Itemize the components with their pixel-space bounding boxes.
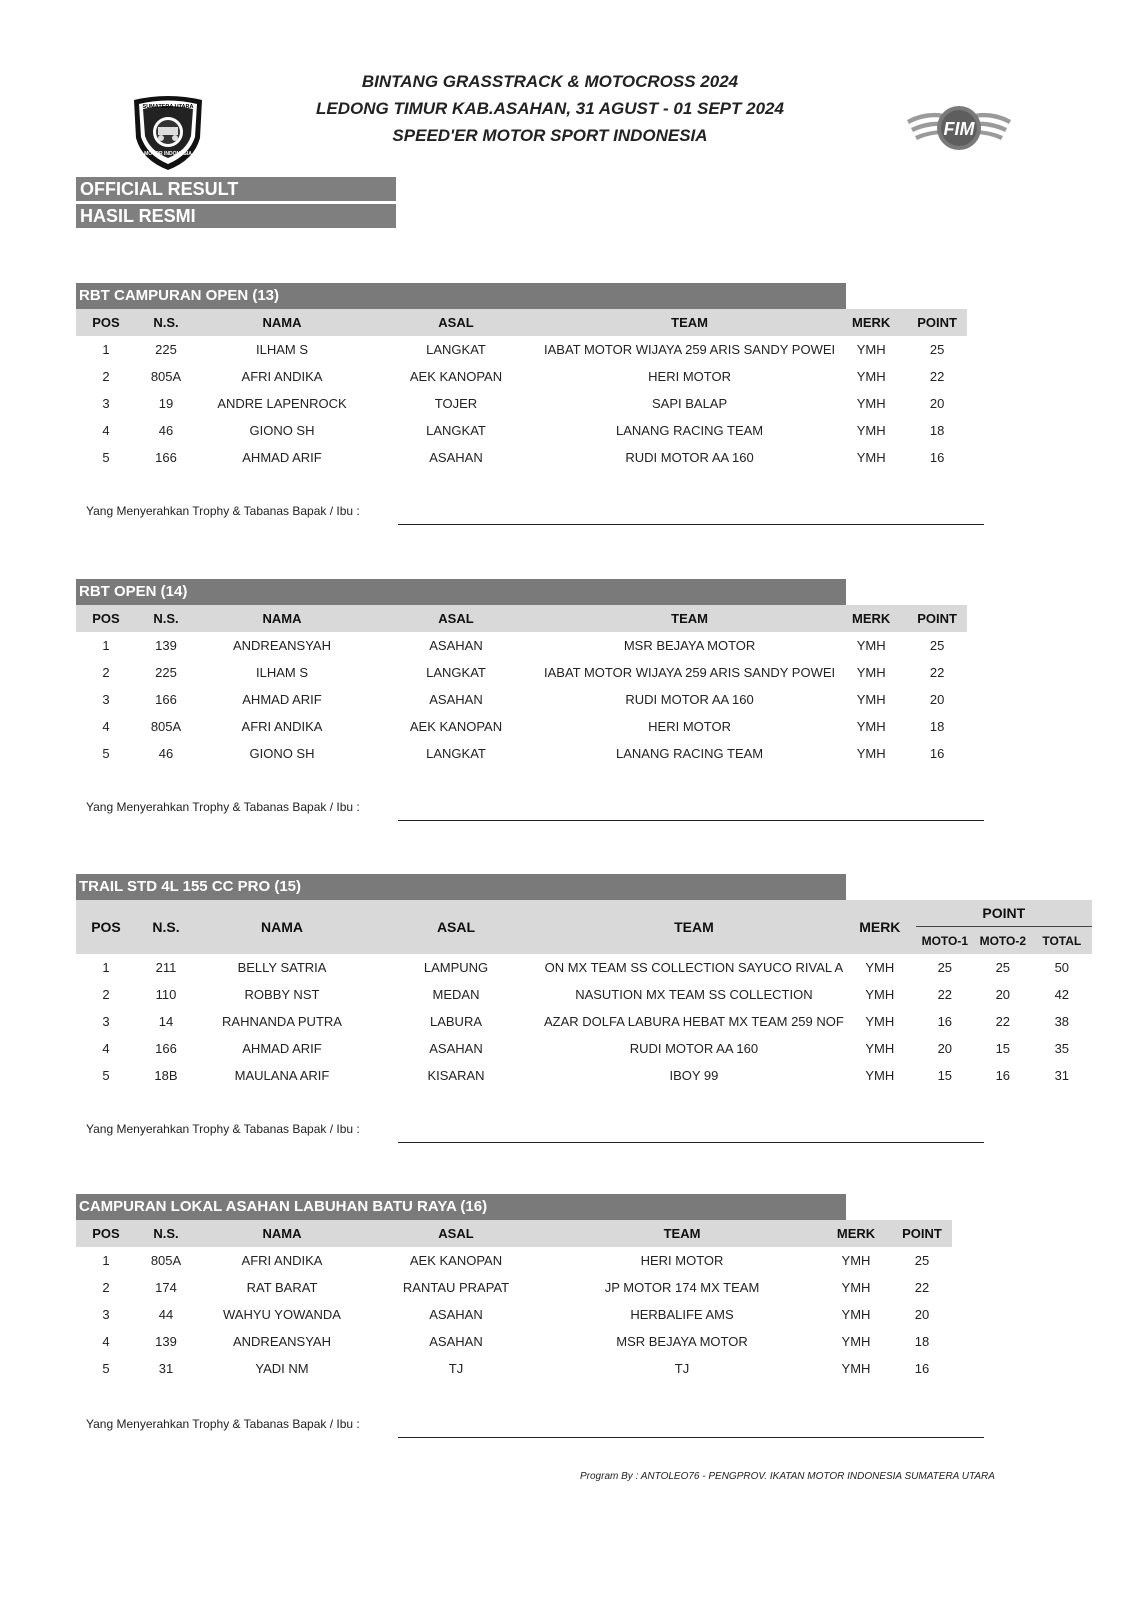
- col-point: POINT: [916, 900, 1092, 927]
- col-asal: ASAL: [368, 1220, 544, 1247]
- col-ns: N.S.: [136, 605, 196, 632]
- organizer-name: SPEED'ER MOTOR SPORT INDONESIA: [392, 126, 708, 145]
- col-merk: MERK: [844, 900, 916, 954]
- col-total: TOTAL: [1032, 927, 1092, 955]
- table-row: 1 805A AFRI ANDIKA AEK KANOPAN HERI MOTOR YMH 25: [102, 1253, 930, 1268]
- table-header: [76, 309, 967, 336]
- signature-line: [398, 820, 984, 821]
- col-point: POINT: [907, 605, 967, 632]
- col-team: TEAM: [544, 900, 844, 954]
- table-row: 3 166 AHMAD ARIF ASAHAN RUDI MOTOR AA 160 YMH 20: [102, 692, 945, 707]
- table-header: [76, 900, 1092, 927]
- logo-right-text: FIM: [943, 119, 975, 139]
- imi-sumut-logo: [128, 94, 208, 172]
- results-table: [76, 1220, 952, 1382]
- table-row: 2 805A AFRI ANDIKA AEK KANOPAN HERI MOTOR YMH 22: [102, 369, 945, 384]
- signature-line: [398, 1437, 984, 1438]
- col-asal: ASAL: [368, 900, 544, 954]
- table-row: 5 31 YADI NM TJ TJ YMH 16: [102, 1361, 930, 1376]
- col-point: POINT: [892, 1220, 952, 1247]
- col-pos: POS: [76, 900, 136, 954]
- col-pos: POS: [76, 309, 136, 336]
- col-merk: MERK: [835, 309, 907, 336]
- table-row: 1 139 ANDREANSYAH ASAHAN MSR BEJAYA MOTOR YMH 25: [102, 638, 945, 653]
- col-team: TEAM: [544, 1220, 820, 1247]
- event-title: BINTANG GRASSTRACK & MOTOCROSS 2024: [361, 72, 739, 91]
- table-row: 4 139 ANDREANSYAH ASAHAN MSR BEJAYA MOTOR YMH 18: [102, 1334, 930, 1349]
- signature-line: [398, 1142, 984, 1143]
- table-row: 5 18B MAULANA ARIF KISARAN IBOY 99 YMH 15 16 31: [102, 1068, 1070, 1083]
- table-row: 5 46 GIONO SH LANGKAT LANANG RACING TEAM YMH 16: [102, 746, 945, 761]
- table-row: 3 14 RAHNANDA PUTRA LABURA AZAR DOLFA LABURA HEBAT MX TEAM 259 NOF YMH 16 22 38: [102, 1014, 1070, 1029]
- table-row: 1 211 BELLY SATRIA LAMPUNG ON MX TEAM SS COLLECTION SAYUCO RIVAL A YMH 25 25 50: [102, 960, 1070, 975]
- col-nama: NAMA: [196, 900, 368, 954]
- trophy-signature-label: Yang Menyerahkan Trophy & Tabanas Bapak / Ibu :: [86, 504, 360, 518]
- col-team: TEAM: [544, 605, 835, 632]
- table-row: 2 110 ROBBY NST MEDAN NASUTION MX TEAM SS COLLECTION YMH 22 20 42: [102, 987, 1070, 1002]
- col-team: TEAM: [544, 309, 835, 336]
- col-pos: POS: [76, 1220, 136, 1247]
- trophy-signature-label: Yang Menyerahkan Trophy & Tabanas Bapak / Ibu :: [86, 1417, 360, 1431]
- table-row: 2 225 ILHAM S LANGKAT IABAT MOTOR WIJAYA 259 ARIS SANDY POWEI YMH 22: [102, 665, 945, 680]
- signature-line: [398, 524, 984, 525]
- section-title: CAMPURAN LOKAL ASAHAN LABUHAN BATU RAYA (16): [76, 1194, 846, 1220]
- table-row: 4 805A AFRI ANDIKA AEK KANOPAN HERI MOTOR YMH 18: [102, 719, 945, 734]
- col-moto2: MOTO-2: [974, 927, 1032, 955]
- col-nama: NAMA: [196, 309, 368, 336]
- table-row: 3 19 ANDRE LAPENROCK TOJER SAPI BALAP YMH 20: [102, 396, 945, 411]
- col-ns: N.S.: [136, 1220, 196, 1247]
- logo-left-bottom-text: MOTOR INDONESIA: [144, 151, 192, 157]
- section-title: RBT CAMPURAN OPEN (13): [76, 283, 846, 309]
- col-ns: N.S.: [136, 900, 196, 954]
- results-table: [76, 605, 967, 767]
- results-table: [76, 309, 967, 471]
- table-row: 4 166 AHMAD ARIF ASAHAN RUDI MOTOR AA 160 YMH 20 15 35: [102, 1041, 1070, 1056]
- section-title: RBT OPEN (14): [76, 579, 846, 605]
- logo-left-top-text: SUMATERA UTARA: [142, 104, 194, 110]
- col-point: POINT: [907, 309, 967, 336]
- result-section-15: [76, 874, 1092, 1089]
- fim-logo: [905, 100, 1013, 158]
- col-merk: MERK: [835, 605, 907, 632]
- table-row: 1 225 ILHAM S LANGKAT IABAT MOTOR WIJAYA 259 ARIS SANDY POWEI YMH 25: [102, 342, 945, 357]
- table-row: 5 166 AHMAD ARIF ASAHAN RUDI MOTOR AA 160 YMH 16: [102, 450, 945, 465]
- table-header: [76, 605, 967, 632]
- col-moto1: MOTO-1: [916, 927, 974, 955]
- table-row: 4 46 GIONO SH LANGKAT LANANG RACING TEAM YMH 18: [102, 423, 945, 438]
- col-asal: ASAL: [368, 309, 544, 336]
- official-result-banner: OFFICIAL RESULT: [76, 177, 396, 201]
- results-table: [76, 900, 1092, 1089]
- program-by-footer: Program By : ANTOLEO76 - PENGPROV. IKATAN MOTOR INDONESIA SUMATERA UTARA: [580, 1471, 995, 1482]
- trophy-signature-label: Yang Menyerahkan Trophy & Tabanas Bapak / Ibu :: [86, 800, 360, 814]
- table-header: [76, 1220, 952, 1247]
- col-ns: N.S.: [136, 309, 196, 336]
- section-title: TRAIL STD 4L 155 CC PRO (15): [76, 874, 846, 900]
- col-merk: MERK: [820, 1220, 892, 1247]
- result-section-14: [76, 579, 967, 767]
- hasil-resmi-banner: HASIL RESMI: [76, 204, 396, 228]
- result-section-13: [76, 283, 967, 471]
- result-section-16: [76, 1194, 952, 1382]
- col-pos: POS: [76, 605, 136, 632]
- col-asal: ASAL: [368, 605, 544, 632]
- trophy-signature-label: Yang Menyerahkan Trophy & Tabanas Bapak / Ibu :: [86, 1122, 360, 1136]
- col-nama: NAMA: [196, 605, 368, 632]
- table-row: 3 44 WAHYU YOWANDA ASAHAN HERBALIFE AMS YMH 20: [102, 1307, 930, 1322]
- table-row: 2 174 RAT BARAT RANTAU PRAPAT JP MOTOR 174 MX TEAM YMH 22: [102, 1280, 930, 1295]
- event-location: LEDONG TIMUR KAB.ASAHAN, 31 AGUST - 01 SEPT 2024: [316, 99, 784, 118]
- col-nama: NAMA: [196, 1220, 368, 1247]
